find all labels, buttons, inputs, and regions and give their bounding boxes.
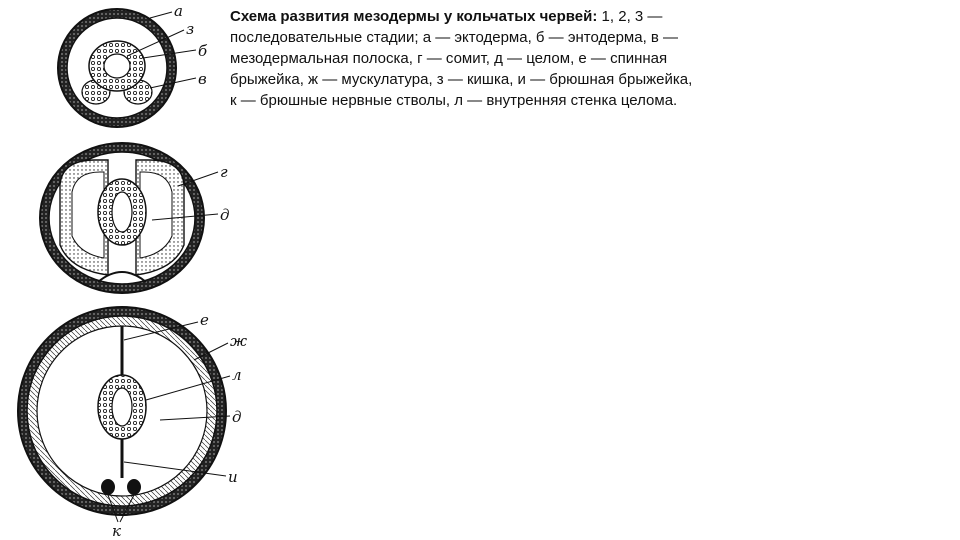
stage-1-embryo xyxy=(58,2,208,127)
label-g: г xyxy=(220,163,228,181)
caption-body: 1, 2, 3 — последовательные стадии; а — эктодерма, б — энтодерма, в — мезодермальная полоска, г — сомит, д — целом, е — спинная брыжейка, ж — мускулатура, з — кишка, и — брюшная брыжейка, к — брюшные нервные стволы, л — внутренняя стенка целома. xyxy=(230,8,693,109)
label-z: з xyxy=(186,20,195,38)
caption-title: Схема развития мезодермы у кольчатых червей: xyxy=(230,8,598,25)
stage2-gut xyxy=(112,192,132,232)
stage-2-embryo xyxy=(40,143,230,293)
stage3-gut xyxy=(112,388,132,426)
label-k: к xyxy=(112,522,121,540)
label-i: и xyxy=(228,468,238,486)
label-d: д xyxy=(220,206,230,224)
stage-3-embryo xyxy=(18,307,247,540)
label-d2: д xyxy=(232,408,242,426)
label-l: л xyxy=(232,366,242,384)
label-e: е xyxy=(200,311,209,329)
stage3-nerve-cord-right xyxy=(127,479,141,495)
stage3-nerve-cord-left xyxy=(101,479,115,495)
label-a: а xyxy=(174,2,183,20)
label-b: б xyxy=(198,42,208,60)
stage1-gut xyxy=(104,54,130,78)
label-zh: ж xyxy=(230,332,248,350)
label-v: в xyxy=(198,70,207,88)
